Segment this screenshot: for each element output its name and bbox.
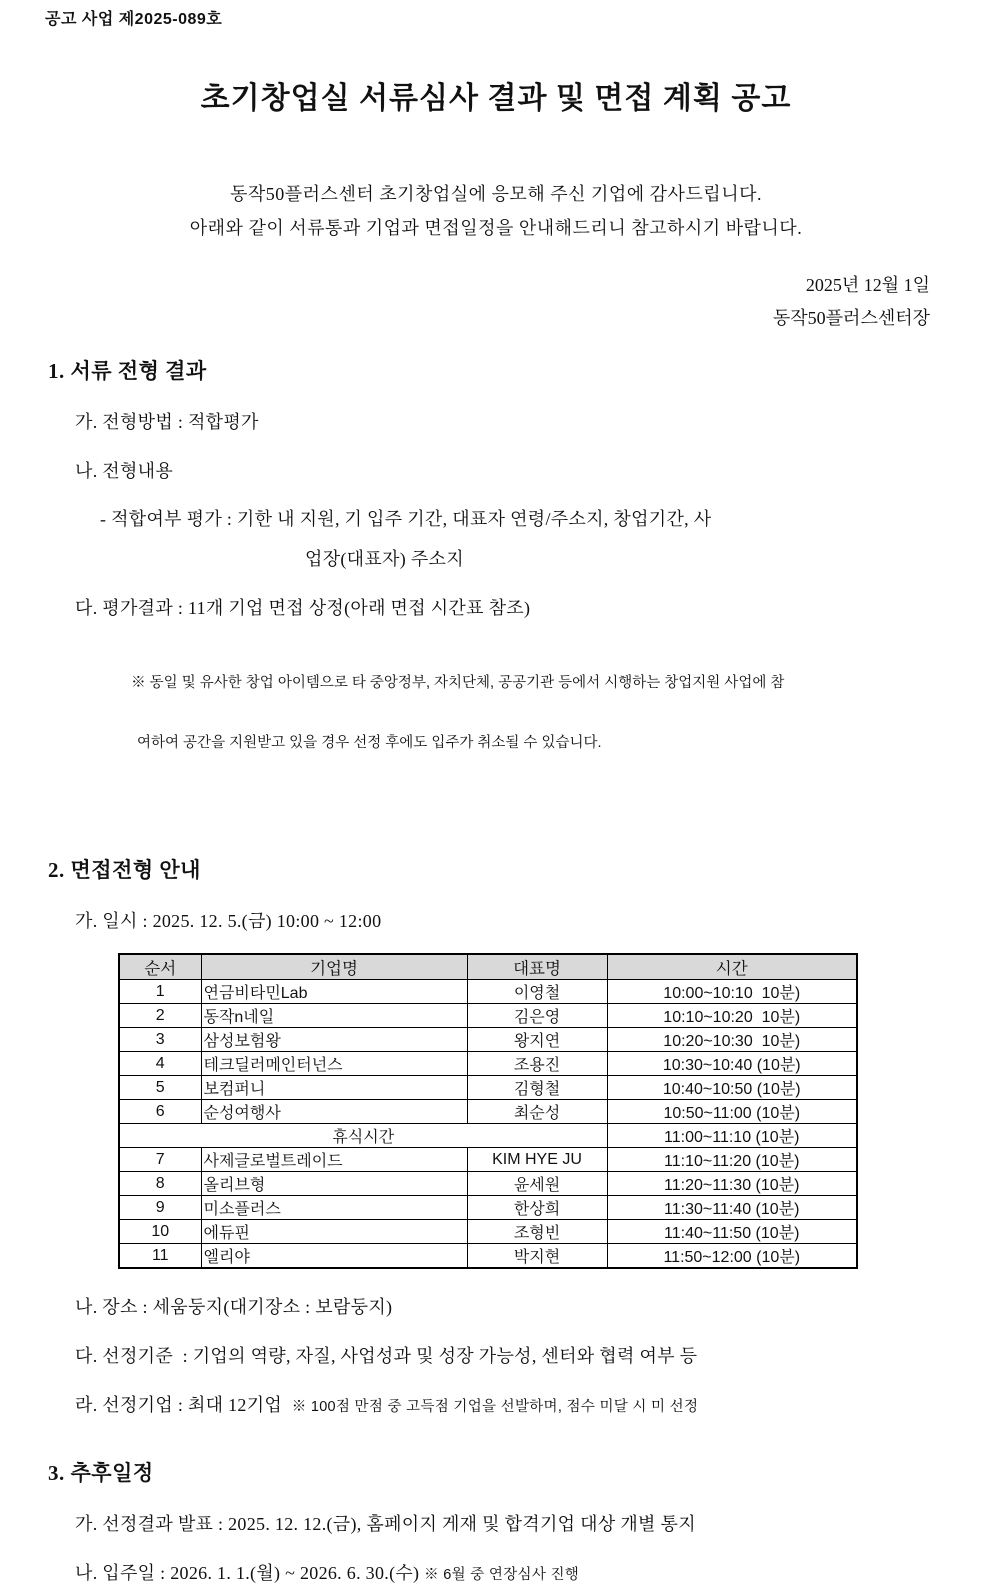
section1-item-da: 다. 평가결과 : 11개 기업 면접 상정(아래 면접 시간표 참조) xyxy=(75,598,531,618)
cell-company: 삼성보험왕 xyxy=(201,1028,467,1052)
section2-item-ra-text: 라. 선정기업 : 최대 12기업 xyxy=(75,1395,283,1415)
cell-ceo: 김형철 xyxy=(467,1076,607,1100)
section1-heading: 1. 서류 전형 결과 xyxy=(48,359,207,383)
cell-order: 10 xyxy=(119,1220,201,1244)
table-row xyxy=(119,1052,857,1076)
section2-item-ra xyxy=(75,1391,992,1417)
cell-company: 에듀핀 xyxy=(201,1220,467,1244)
cell-order: 9 xyxy=(119,1196,201,1220)
cell-time: 11:50~12:00 (10분) xyxy=(607,1244,857,1269)
cell-company: 엘리야 xyxy=(201,1244,467,1269)
section1-item-na-sub-line2: 업장(대표자) 주소지 xyxy=(305,549,464,569)
cell-order: 3 xyxy=(119,1028,201,1052)
cell-time: 10:40~10:50 (10분) xyxy=(607,1076,857,1100)
cell-time: 10:20~10:30 10분) xyxy=(607,1028,857,1052)
cell-order: 11 xyxy=(119,1244,201,1269)
section3-item-ga: 가. 선정결과 발표 : 2025. 12. 12.(금), 홈페이지 게재 및 합격기업 대상 개별 통지 xyxy=(75,1514,696,1534)
cell-company: 동작n네일 xyxy=(201,1004,467,1028)
cell-company: 사제글로벌트레이드 xyxy=(201,1148,467,1172)
section2-item-ga: 가. 일시 : 2025. 12. 5.(금) 10:00 ~ 12:00 xyxy=(75,911,382,931)
cell-order: 1 xyxy=(119,980,201,1004)
table-row xyxy=(119,1148,857,1172)
cell-company: 미소플러스 xyxy=(201,1196,467,1220)
interview-schedule-table xyxy=(118,953,858,1269)
cell-company: 보컴퍼니 xyxy=(201,1076,467,1100)
table-row xyxy=(119,1172,857,1196)
section1-note-line2: 여하여 공간을 지원받고 있을 경우 선정 후에도 입주가 취소될 수 있습니다. xyxy=(137,735,602,751)
cell-time: 11:20~11:30 (10분) xyxy=(607,1172,857,1196)
intro-line-1: 동작50플러스센터 초기창업실에 응모해 주신 기업에 감사드립니다. xyxy=(230,184,762,204)
signature-block xyxy=(0,269,992,335)
table-row xyxy=(119,1244,857,1269)
header-company: 기업명 xyxy=(201,954,467,980)
cell-time: 10:30~10:40 (10분) xyxy=(607,1052,857,1076)
section2-item-da: 다. 선정기준 : 기업의 역량, 자질, 사업성과 및 성장 가능성, 센터와 협력 여부 등 xyxy=(75,1346,698,1366)
cell-ceo: 윤세원 xyxy=(467,1172,607,1196)
cell-ceo: 이영철 xyxy=(467,980,607,1004)
section1-item-ga: 가. 전형방법 : 적합평가 xyxy=(75,412,259,432)
cell-time: 11:30~11:40 (10분) xyxy=(607,1196,857,1220)
table-row xyxy=(119,1076,857,1100)
announcement-date: 2025년 12월 1일 xyxy=(805,275,930,295)
table-row xyxy=(119,1196,857,1220)
section1-note-line1: ※ 동일 및 유사한 창업 아이템으로 타 중앙정부, 자치단체, 공공기관 등에서 시행하는 창업지원 사업에 참 xyxy=(131,675,785,691)
cell-ceo: KIM HYE JU xyxy=(467,1148,607,1172)
cell-company: 테크딜러메인터넌스 xyxy=(201,1052,467,1076)
cell-time: 11:40~11:50 (10분) xyxy=(607,1220,857,1244)
cell-company: 올리브형 xyxy=(201,1172,467,1196)
section3-heading: 3. 추후일정 xyxy=(48,1461,154,1485)
table-row xyxy=(119,1100,857,1124)
intro-line-2: 아래와 같이 서류통과 기업과 면접일정을 안내해드리니 참고하시기 바랍니다. xyxy=(189,218,803,238)
cell-order: 5 xyxy=(119,1076,201,1100)
header-time: 시간 xyxy=(607,954,857,980)
table-break-row xyxy=(119,1124,857,1148)
cell-time: 10:00~10:10 10분) xyxy=(607,980,857,1004)
cell-order: 6 xyxy=(119,1100,201,1124)
section2-heading: 2. 면접전형 안내 xyxy=(48,858,201,882)
cell-time: 10:10~10:20 10분) xyxy=(607,1004,857,1028)
section2-item-na: 나. 장소 : 세움둥지(대기장소 : 보람둥지) xyxy=(75,1297,393,1317)
cell-time: 11:00~11:10 (10분) xyxy=(607,1124,857,1148)
section3-item-na-text: 나. 입주일 : 2026. 1. 1.(월) ~ 2026. 6. 30.(수) xyxy=(75,1563,420,1583)
page-title: 초기창업실 서류심사 결과 및 면접 계획 공고 xyxy=(200,82,792,115)
cell-order: 7 xyxy=(119,1148,201,1172)
cell-order: 8 xyxy=(119,1172,201,1196)
table-row xyxy=(119,1004,857,1028)
intro-paragraph xyxy=(0,177,992,245)
cell-ceo: 왕지연 xyxy=(467,1028,607,1052)
cell-company: 연금비타민Lab xyxy=(201,980,467,1004)
cell-ceo: 조형빈 xyxy=(467,1220,607,1244)
table-row xyxy=(119,1220,857,1244)
cell-ceo: 한상희 xyxy=(467,1196,607,1220)
section1-item-na-sub-line1: - 적합여부 평가 : 기한 내 지원, 기 입주 기간, 대표자 연령/주소지, 창업기간, 사 xyxy=(100,509,712,529)
cell-company: 순성여행사 xyxy=(201,1100,467,1124)
cell-order: 2 xyxy=(119,1004,201,1028)
header-ceo: 대표명 xyxy=(467,954,607,980)
cell-break-label: 휴식시간 xyxy=(119,1124,607,1148)
table-row xyxy=(119,1028,857,1052)
section3-item-na xyxy=(75,1559,992,1585)
section3-item-na-note: ※ 6월 중 연장심사 진행 xyxy=(424,1567,580,1583)
table-header-row xyxy=(119,954,857,980)
notice-number: 공고 사업 제2025-089호 xyxy=(45,11,223,28)
cell-ceo: 박지현 xyxy=(467,1244,607,1269)
cell-ceo: 조용진 xyxy=(467,1052,607,1076)
cell-ceo: 김은영 xyxy=(467,1004,607,1028)
table-row xyxy=(119,980,857,1004)
section1-note xyxy=(115,638,992,818)
announcement-signer: 동작50플러스센터장 xyxy=(772,308,930,328)
section1-item-na: 나. 전형내용 xyxy=(75,461,174,481)
cell-time: 10:50~11:00 (10분) xyxy=(607,1100,857,1124)
header-order: 순서 xyxy=(119,954,201,980)
cell-time: 11:10~11:20 (10분) xyxy=(607,1148,857,1172)
cell-order: 4 xyxy=(119,1052,201,1076)
section2-item-ra-note: ※ 100점 만점 중 고득점 기업을 선발하며, 점수 미달 시 미 선정 xyxy=(291,1399,699,1415)
cell-ceo: 최순성 xyxy=(467,1100,607,1124)
